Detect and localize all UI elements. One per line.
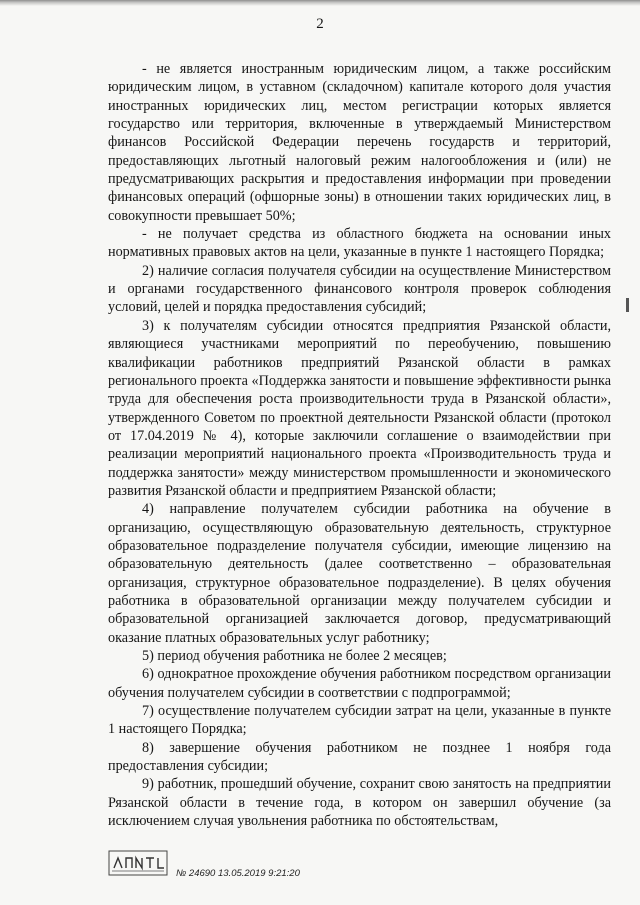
paragraph: 2) наличие согласия получателя субсидии на осуществление Министерством и органами государственного финансового контроля проверок соблюдения условий, целей и порядка предоставления субсидий; xyxy=(108,262,611,316)
paragraph: - не является иностранным юридическим лицом, а также российским юридическим лицом, в уставном (складочном) капитале которого доля участия иностранных юридических лиц, местом регистрации которых является государство или территория, включенные в утверждаемый Министерством финансов Российской Федерации перечень государств и территорий, предоставляющих льготный налоговый режим налогообложения и (или) не предусматривающих раскрытия и предоставления информации при проведении финансовых операций (офшорные зоны) в отношении таких юридических лиц, в совокупности превышает 50%; xyxy=(108,61,611,224)
paragraph: 9) работник, прошедший обучение, сохранит свою занятость на предприятии Рязанской области в течение года, в котором он завершил обучение (за исключением случая увольнения работника по обстоятельствам, xyxy=(108,776,611,830)
paragraph: 6) однократное прохождение обучения работником посредством организации обучения получателем субсидии в соответствии с подпрограммой; xyxy=(108,666,611,701)
document-registry-stamp-icon xyxy=(108,850,168,876)
paragraph: 4) направление получателем субсидии работника на обучение в организацию, осуществляющую образовательную деятельность, структурное образовательное подразделение получателя субсидии, имеющие лицензию на образовательную деятельность (далее соответственно – образовательная организация, структурное образовательное подразделение). В целях обучения работника в образовательной организации между получателем субсидии и образовательной организацией заключается договор, предусматривающий оказание платных образовательных услуг работнику; xyxy=(108,501,611,646)
paragraph: - не получает средства из областного бюджета на основании иных нормативных правовых актов на цели, указанные в пункте 1 настоящего Порядка; xyxy=(108,226,611,261)
document-footer xyxy=(108,850,588,882)
document-body xyxy=(108,60,611,830)
paragraph: 7) осуществление получателем субсидии затрат на цели, указанные в пункте 1 настоящего Порядка; xyxy=(108,703,611,738)
paragraph: 8) завершение обучения работником не позднее 1 ноября года предоставления субсидии; xyxy=(108,739,611,775)
page-number: 2 xyxy=(316,16,324,32)
margin-mark xyxy=(626,298,629,312)
registration-note: № 24690 13.05.2019 9:21:20 xyxy=(176,868,300,879)
paragraph: 5) период обучения работника не более 2 месяцев; xyxy=(142,648,447,664)
scan-top-edge xyxy=(0,0,640,6)
paragraph: 3) к получателям субсидии относятся предприятия Рязанской области, являющиеся участниками мероприятий по переобучению, повышению квалификации работников предприятий Рязанской области в рамках регионального проекта «Поддержка занятости и повышение эффективности рынка труда для обеспечения роста производительности труда в Рязанской области», утвержденного Советом по проектной деятельности Рязанской области (протокол от 17.04.2019 № 4), которые заключили соглашение о взаимодействии при реализации мероприятий национального проекта «Производительность труда и поддержка занятости» между министерством промышленности и экономического развития Рязанской области и предприятием Рязанской области; xyxy=(108,317,611,499)
